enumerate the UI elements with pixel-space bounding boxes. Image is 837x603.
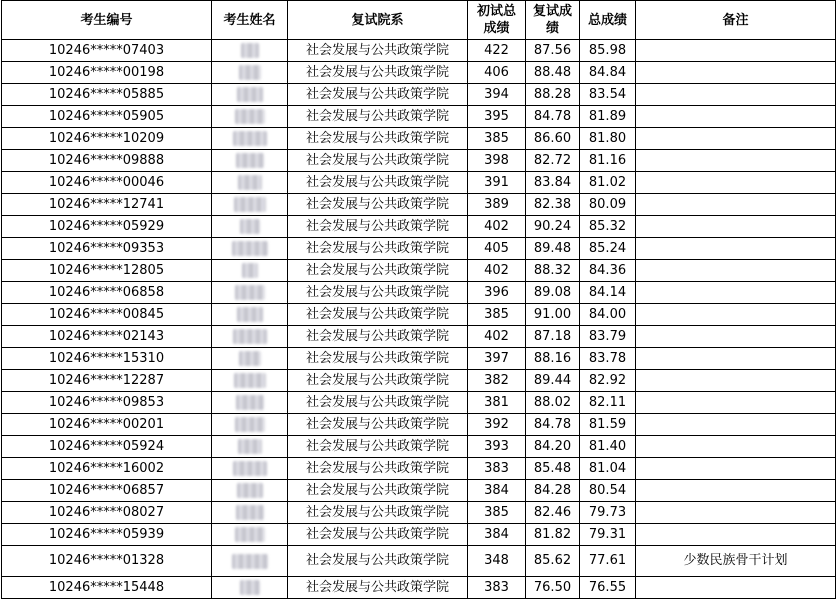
cell-name (212, 282, 288, 304)
cell-initial: 402 (468, 260, 526, 282)
cell-id: 10246*****01328 (2, 546, 212, 577)
cell-initial: 385 (468, 128, 526, 150)
cell-id: 10246*****05939 (2, 524, 212, 546)
cell-initial: 396 (468, 282, 526, 304)
cell-total: 81.04 (580, 458, 636, 480)
cell-total: 76.55 (580, 577, 636, 599)
header-retest-line2: 绩 (545, 21, 559, 36)
cell-total: 85.24 (580, 238, 636, 260)
cell-initial: 393 (468, 436, 526, 458)
cell-initial: 385 (468, 502, 526, 524)
cell-note (636, 502, 836, 524)
cell-name (212, 194, 288, 216)
cell-initial: 392 (468, 414, 526, 436)
table-row (2, 84, 836, 106)
cell-total: 80.54 (580, 480, 636, 502)
redacted-name (235, 109, 265, 124)
cell-note (636, 348, 836, 370)
table-row (2, 392, 836, 414)
header-total: 总成绩 (580, 1, 636, 40)
cell-name (212, 326, 288, 348)
cell-initial: 384 (468, 480, 526, 502)
redacted-name (240, 580, 260, 595)
cell-dept: 社会发展与公共政策学院 (288, 194, 468, 216)
redacted-name (242, 263, 258, 278)
cell-initial: 381 (468, 392, 526, 414)
cell-note (636, 436, 836, 458)
redacted-name (235, 285, 265, 300)
cell-dept: 社会发展与公共政策学院 (288, 304, 468, 326)
cell-name (212, 392, 288, 414)
redacted-name (234, 197, 266, 212)
cell-name (212, 458, 288, 480)
table-row (2, 326, 836, 348)
cell-id: 10246*****09888 (2, 150, 212, 172)
cell-total: 81.89 (580, 106, 636, 128)
cell-name (212, 480, 288, 502)
cell-total: 85.32 (580, 216, 636, 238)
cell-id: 10246*****12741 (2, 194, 212, 216)
redacted-name (236, 153, 264, 168)
cell-name (212, 370, 288, 392)
cell-dept: 社会发展与公共政策学院 (288, 326, 468, 348)
redacted-name (236, 395, 264, 410)
cell-name (212, 106, 288, 128)
cell-dept: 社会发展与公共政策学院 (288, 436, 468, 458)
redacted-name (238, 175, 262, 190)
table-row (2, 480, 836, 502)
cell-dept: 社会发展与公共政策学院 (288, 458, 468, 480)
cell-note (636, 172, 836, 194)
table-row (2, 304, 836, 326)
cell-id: 10246*****09853 (2, 392, 212, 414)
cell-total: 82.92 (580, 370, 636, 392)
table-row (2, 150, 836, 172)
cell-initial: 348 (468, 546, 526, 577)
cell-retest: 82.38 (526, 194, 580, 216)
cell-name (212, 524, 288, 546)
table-row (2, 194, 836, 216)
cell-retest: 89.44 (526, 370, 580, 392)
cell-total: 85.98 (580, 40, 636, 62)
redacted-name (236, 505, 264, 520)
table-row (2, 172, 836, 194)
cell-dept: 社会发展与公共政策学院 (288, 40, 468, 62)
redacted-name (235, 527, 265, 542)
cell-id: 10246*****15310 (2, 348, 212, 370)
table-row (2, 524, 836, 546)
header-retest-line1: 复试成 (532, 4, 572, 19)
cell-note (636, 282, 836, 304)
redacted-name (232, 241, 268, 256)
cell-dept: 社会发展与公共政策学院 (288, 480, 468, 502)
header-id: 考生编号 (2, 1, 212, 40)
cell-dept: 社会发展与公共政策学院 (288, 502, 468, 524)
cell-retest: 85.48 (526, 458, 580, 480)
cell-name (212, 577, 288, 599)
cell-note (636, 392, 836, 414)
redacted-name (237, 307, 263, 322)
cell-name (212, 172, 288, 194)
table-row (2, 370, 836, 392)
cell-note: 少数民族骨干计划 (636, 546, 836, 577)
cell-retest: 87.18 (526, 326, 580, 348)
cell-note (636, 370, 836, 392)
cell-total: 80.09 (580, 194, 636, 216)
table-row (2, 414, 836, 436)
cell-note (636, 414, 836, 436)
cell-retest: 85.62 (526, 546, 580, 577)
table-row (2, 40, 836, 62)
table-row (2, 128, 836, 150)
cell-retest: 89.08 (526, 282, 580, 304)
cell-dept: 社会发展与公共政策学院 (288, 84, 468, 106)
cell-note (636, 304, 836, 326)
cell-note (636, 150, 836, 172)
cell-initial: 405 (468, 238, 526, 260)
cell-name (212, 436, 288, 458)
cell-initial: 397 (468, 348, 526, 370)
table-row (2, 106, 836, 128)
cell-dept: 社会发展与公共政策学院 (288, 106, 468, 128)
cell-note (636, 524, 836, 546)
cell-dept: 社会发展与公共政策学院 (288, 546, 468, 577)
cell-id: 10246*****05924 (2, 436, 212, 458)
cell-name (212, 304, 288, 326)
cell-dept: 社会发展与公共政策学院 (288, 524, 468, 546)
cell-dept: 社会发展与公共政策学院 (288, 172, 468, 194)
cell-retest: 89.48 (526, 238, 580, 260)
cell-id: 10246*****05905 (2, 106, 212, 128)
redacted-name (239, 65, 261, 80)
cell-retest: 84.78 (526, 106, 580, 128)
cell-retest: 88.32 (526, 260, 580, 282)
cell-id: 10246*****05929 (2, 216, 212, 238)
cell-total: 84.14 (580, 282, 636, 304)
cell-total: 84.36 (580, 260, 636, 282)
cell-note (636, 106, 836, 128)
cell-note (636, 458, 836, 480)
table-row (2, 260, 836, 282)
redacted-name (233, 461, 267, 476)
redacted-name (232, 554, 268, 569)
cell-name (212, 260, 288, 282)
cell-total: 77.61 (580, 546, 636, 577)
table-row (2, 62, 836, 84)
cell-note (636, 326, 836, 348)
cell-retest: 91.00 (526, 304, 580, 326)
header-note: 备注 (636, 1, 836, 40)
cell-note (636, 216, 836, 238)
cell-retest: 81.82 (526, 524, 580, 546)
cell-retest: 88.16 (526, 348, 580, 370)
redacted-name (233, 329, 267, 344)
table-row (2, 546, 836, 577)
header-retest (526, 1, 580, 40)
cell-dept: 社会发展与公共政策学院 (288, 62, 468, 84)
table-row (2, 436, 836, 458)
cell-initial: 389 (468, 194, 526, 216)
cell-retest: 82.72 (526, 150, 580, 172)
table-row (2, 502, 836, 524)
cell-initial: 382 (468, 370, 526, 392)
cell-total: 81.40 (580, 436, 636, 458)
cell-retest: 82.46 (526, 502, 580, 524)
cell-retest: 84.20 (526, 436, 580, 458)
cell-retest: 86.60 (526, 128, 580, 150)
table-row (2, 348, 836, 370)
cell-retest: 88.28 (526, 84, 580, 106)
header-initial-line2: 成绩 (483, 21, 510, 36)
cell-initial: 383 (468, 458, 526, 480)
cell-total: 79.73 (580, 502, 636, 524)
cell-note (636, 260, 836, 282)
cell-dept: 社会发展与公共政策学院 (288, 128, 468, 150)
cell-name (212, 150, 288, 172)
cell-id: 10246*****16002 (2, 458, 212, 480)
cell-id: 10246*****00046 (2, 172, 212, 194)
cell-name (212, 502, 288, 524)
cell-dept: 社会发展与公共政策学院 (288, 282, 468, 304)
cell-initial: 402 (468, 326, 526, 348)
redacted-name (237, 483, 263, 498)
header-initial-line1: 初试总 (476, 4, 516, 19)
cell-name (212, 40, 288, 62)
cell-total: 84.00 (580, 304, 636, 326)
cell-dept: 社会发展与公共政策学院 (288, 392, 468, 414)
cell-initial: 394 (468, 84, 526, 106)
cell-id: 10246*****00201 (2, 414, 212, 436)
redacted-name (233, 131, 267, 146)
cell-retest: 76.50 (526, 577, 580, 599)
cell-dept: 社会发展与公共政策学院 (288, 577, 468, 599)
cell-name (212, 546, 288, 577)
cell-dept: 社会发展与公共政策学院 (288, 348, 468, 370)
cell-initial: 385 (468, 304, 526, 326)
cell-dept: 社会发展与公共政策学院 (288, 216, 468, 238)
cell-id: 10246*****05885 (2, 84, 212, 106)
cell-retest: 84.28 (526, 480, 580, 502)
cell-total: 83.78 (580, 348, 636, 370)
cell-total: 81.16 (580, 150, 636, 172)
redacted-name (241, 43, 259, 58)
cell-retest: 88.48 (526, 62, 580, 84)
header-dept: 复试院系 (288, 1, 468, 40)
cell-retest: 87.56 (526, 40, 580, 62)
cell-id: 10246*****09353 (2, 238, 212, 260)
cell-dept: 社会发展与公共政策学院 (288, 414, 468, 436)
redacted-name (239, 351, 261, 366)
cell-name (212, 84, 288, 106)
table-body (2, 40, 836, 599)
table-row (2, 216, 836, 238)
cell-id: 10246*****06858 (2, 282, 212, 304)
cell-retest: 83.84 (526, 172, 580, 194)
cell-name (212, 238, 288, 260)
header-name: 考生姓名 (212, 1, 288, 40)
cell-id: 10246*****00845 (2, 304, 212, 326)
table-row (2, 577, 836, 599)
cell-total: 79.31 (580, 524, 636, 546)
cell-name (212, 62, 288, 84)
cell-note (636, 577, 836, 599)
cell-id: 10246*****02143 (2, 326, 212, 348)
redacted-name (240, 219, 260, 234)
cell-note (636, 238, 836, 260)
cell-initial: 406 (468, 62, 526, 84)
cell-id: 10246*****15448 (2, 577, 212, 599)
cell-total: 81.59 (580, 414, 636, 436)
cell-id: 10246*****08027 (2, 502, 212, 524)
cell-name (212, 216, 288, 238)
cell-total: 84.84 (580, 62, 636, 84)
score-table (1, 0, 836, 599)
cell-note (636, 40, 836, 62)
cell-id: 10246*****12805 (2, 260, 212, 282)
table-row (2, 282, 836, 304)
redacted-name (234, 373, 266, 388)
redacted-name (238, 439, 262, 454)
cell-id: 10246*****12287 (2, 370, 212, 392)
cell-retest: 90.24 (526, 216, 580, 238)
cell-initial: 398 (468, 150, 526, 172)
cell-id: 10246*****07403 (2, 40, 212, 62)
cell-id: 10246*****00198 (2, 62, 212, 84)
cell-dept: 社会发展与公共政策学院 (288, 238, 468, 260)
cell-note (636, 84, 836, 106)
header-initial (468, 1, 526, 40)
cell-total: 81.02 (580, 172, 636, 194)
cell-initial: 383 (468, 577, 526, 599)
cell-note (636, 194, 836, 216)
cell-initial: 391 (468, 172, 526, 194)
cell-total: 82.11 (580, 392, 636, 414)
cell-initial: 402 (468, 216, 526, 238)
table-row (2, 238, 836, 260)
cell-name (212, 348, 288, 370)
cell-retest: 84.78 (526, 414, 580, 436)
cell-name (212, 414, 288, 436)
cell-total: 83.54 (580, 84, 636, 106)
cell-name (212, 128, 288, 150)
cell-initial: 384 (468, 524, 526, 546)
cell-total: 83.79 (580, 326, 636, 348)
cell-total: 81.80 (580, 128, 636, 150)
table-row (2, 458, 836, 480)
redacted-name (235, 417, 265, 432)
header-row (2, 1, 836, 40)
cell-retest: 88.02 (526, 392, 580, 414)
cell-id: 10246*****06857 (2, 480, 212, 502)
cell-note (636, 128, 836, 150)
cell-note (636, 480, 836, 502)
redacted-name (237, 87, 263, 102)
cell-id: 10246*****10209 (2, 128, 212, 150)
cell-dept: 社会发展与公共政策学院 (288, 370, 468, 392)
cell-note (636, 62, 836, 84)
cell-dept: 社会发展与公共政策学院 (288, 260, 468, 282)
cell-initial: 395 (468, 106, 526, 128)
cell-dept: 社会发展与公共政策学院 (288, 150, 468, 172)
cell-initial: 422 (468, 40, 526, 62)
